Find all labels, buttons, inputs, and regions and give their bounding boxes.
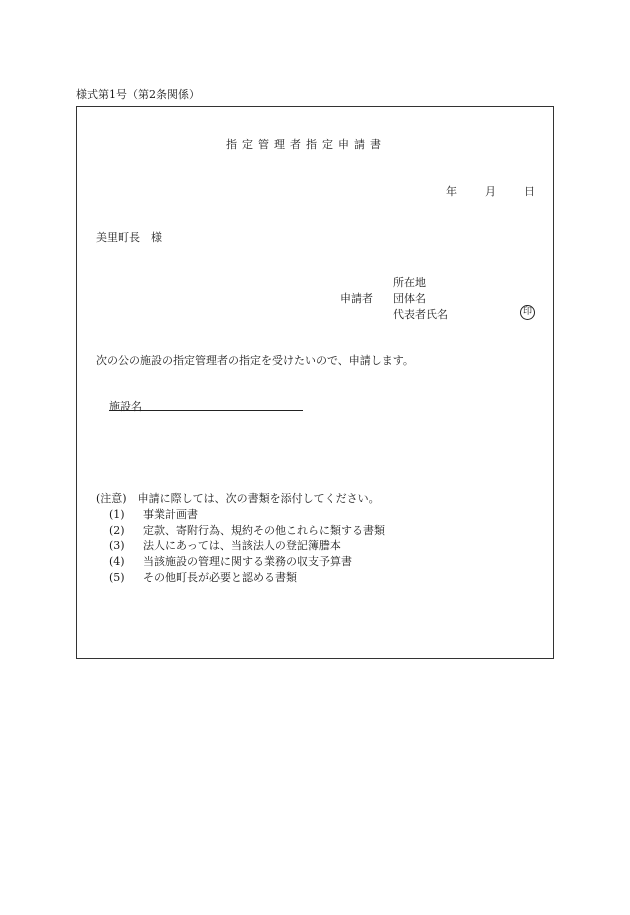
note-text: 法人にあっては、当該法人の登記簿謄本 <box>143 539 341 552</box>
note-number: (2) <box>109 524 125 537</box>
request-text: 次の公の施設の指定管理者の指定を受けたいので、申請します。 <box>96 354 414 367</box>
date-day-label: 日 <box>524 185 535 198</box>
facility-name-label: 施設名 <box>109 400 142 413</box>
note-text: 定款、寄附行為、規約その他これらに類する書類 <box>143 524 385 537</box>
note-item <box>109 556 352 567</box>
note-number: (5) <box>109 571 125 584</box>
document-title: 指定管理者指定申請書 <box>226 138 386 151</box>
note-number: (4) <box>109 555 125 568</box>
date-year-label: 年 <box>446 185 457 198</box>
note-text: 当該施設の管理に関する業務の収支予算書 <box>143 555 352 568</box>
note-text: その他町長が必要と認める書類 <box>143 571 297 584</box>
note-item <box>109 525 385 536</box>
note-text: 事業計画書 <box>143 508 198 521</box>
representative-field-label: 代表者氏名 <box>393 308 448 321</box>
facility-name-underline <box>109 410 303 411</box>
notes-heading: (注意) 申請に際しては、次の書類を添付してください。 <box>96 492 380 505</box>
note-item <box>109 540 341 551</box>
organization-field-label: 団体名 <box>393 292 426 305</box>
address-field-label: 所在地 <box>393 276 426 289</box>
note-number: (1) <box>109 508 125 521</box>
addressee: 美里町長 様 <box>96 231 162 244</box>
seal-mark: 印 <box>520 305 535 320</box>
note-number: (3) <box>109 539 125 552</box>
form-number: 様式第1号（第2条関係） <box>76 88 200 101</box>
note-item <box>109 572 297 583</box>
note-item <box>109 509 198 520</box>
applicant-label: 申請者 <box>340 292 373 305</box>
date-month-label: 月 <box>485 185 496 198</box>
